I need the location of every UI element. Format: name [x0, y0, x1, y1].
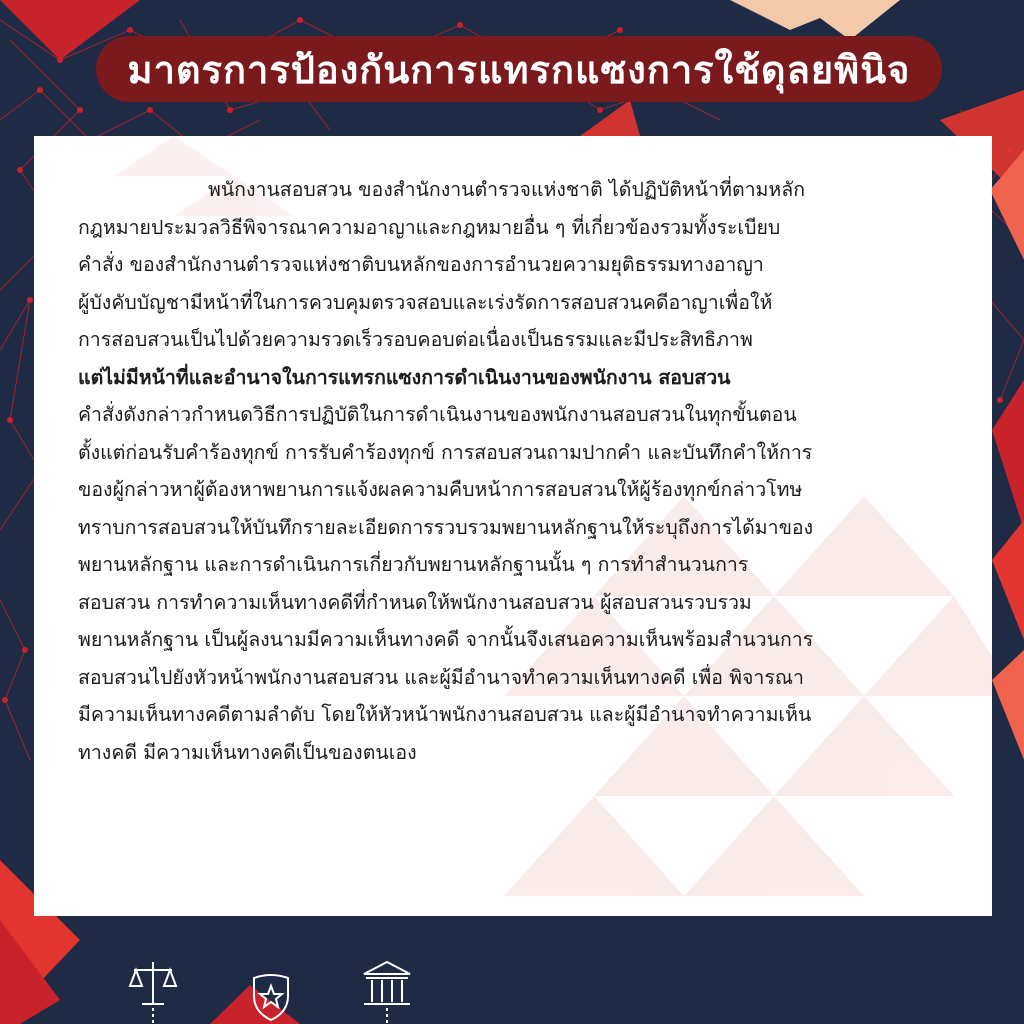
body-line-13: พยานหลักฐาน เป็นผู้ลงนามมีความเห็นทางคดี จากนั้นจึงเสนอความเห็นพร้อมสำนวนการ: [78, 628, 814, 651]
body-line-7: คำสั่งดังกล่าวกำหนดวิธีการปฏิบัติในการดำเนินงานของพนักงานสอบสวนในทุกขั้นตอน: [78, 403, 797, 426]
body-line-12: สอบสวน การทำความเห็นทางคดีที่กำหนดให้พนักงานสอบสวน ผู้สอบสวนรวบรวม: [78, 590, 752, 614]
body-line-10: ทราบการสอบสวนให้บันทึกรายละเอียดการรวบรวมพยานหลักฐานให้ระบุถึงการได้มาของ: [78, 515, 814, 539]
body-line-4: ผู้บังคับบัญชามีหน้าที่ในการควบคุมตรวจสอบและเร่งรัดการสอบสวนคดีอาญาเพื่อให้: [78, 290, 773, 314]
body-line-11: พยานหลักฐาน และการดำเนินการเกี่ยวกับพยานหลักฐานนั้น ๆ การทำสำนวนการ: [78, 553, 749, 576]
body-line-3: คำสั่ง ของสำนักงานตำรวจแห่งชาติบนหลักของการอำนวยความยุติธรรมทางอาญา: [78, 253, 764, 276]
body-line-2: กฎหมายประมวลวิธีพิจารณาความอาญาและกฎหมายอื่น ๆ ที่เกี่ยวข้องรวมทั้งระเบียบ: [78, 215, 781, 239]
body-line-1: พนักงานสอบสวน ของสำนักงานตำรวจแห่งชาติ ได้ปฏิบัติหน้าที่ตามหลัก: [208, 178, 806, 201]
scales-of-justice-icon: [128, 958, 178, 1024]
title-bar: [96, 36, 942, 102]
bottom-icons: [120, 958, 420, 1024]
body-line-5: การสอบสวนเป็นไปด้วยความรวดเร็วรอบคอบต่อเนื่องเป็นธรรมและมีประสิทธิภาพ: [78, 328, 753, 351]
body-line-16: ทางคดี มีความเห็นทางคดีเป็นของตนเอง: [78, 740, 417, 764]
police-badge-icon: [248, 972, 294, 1024]
content-card: [34, 136, 992, 916]
body-line-8: ตั้งแต่ก่อนรับคำร้องทุกข์ การรับคำร้องทุกข์ การสอบสวนถามปากคำ และบันทึกคำให้การ: [78, 440, 813, 464]
body-paragraph: [78, 171, 954, 771]
body-line-6-emphasis: แต่ไม่มีหน้าที่และอำนาจในการแทรกแซงการดำเนินงานของพนักงาน สอบสวน: [78, 365, 731, 389]
body-line-9: ของผู้กล่าวหาผู้ต้องหาพยานการแจ้งผลความคืบหน้าการสอบสวนให้ผู้ร้องทุกข์กล่าวโทษ: [78, 478, 803, 501]
courthouse-icon: [360, 958, 414, 1024]
body-line-14: สอบสวนไปยังหัวหน้าพนักงานสอบสวน และผู้มีอำนาจทำความเห็นทางคดี เพื่อ พิจารณา: [78, 665, 804, 689]
body-line-15: มีความเห็นทางคดีตามลำดับ โดยให้หัวหน้าพนักงานสอบสวน และผู้มีอำนาจทำความเห็น: [78, 703, 812, 726]
page-title: มาตรการป้องกันการแทรกแซงการใช้ดุลยพินิจ: [127, 47, 911, 92]
